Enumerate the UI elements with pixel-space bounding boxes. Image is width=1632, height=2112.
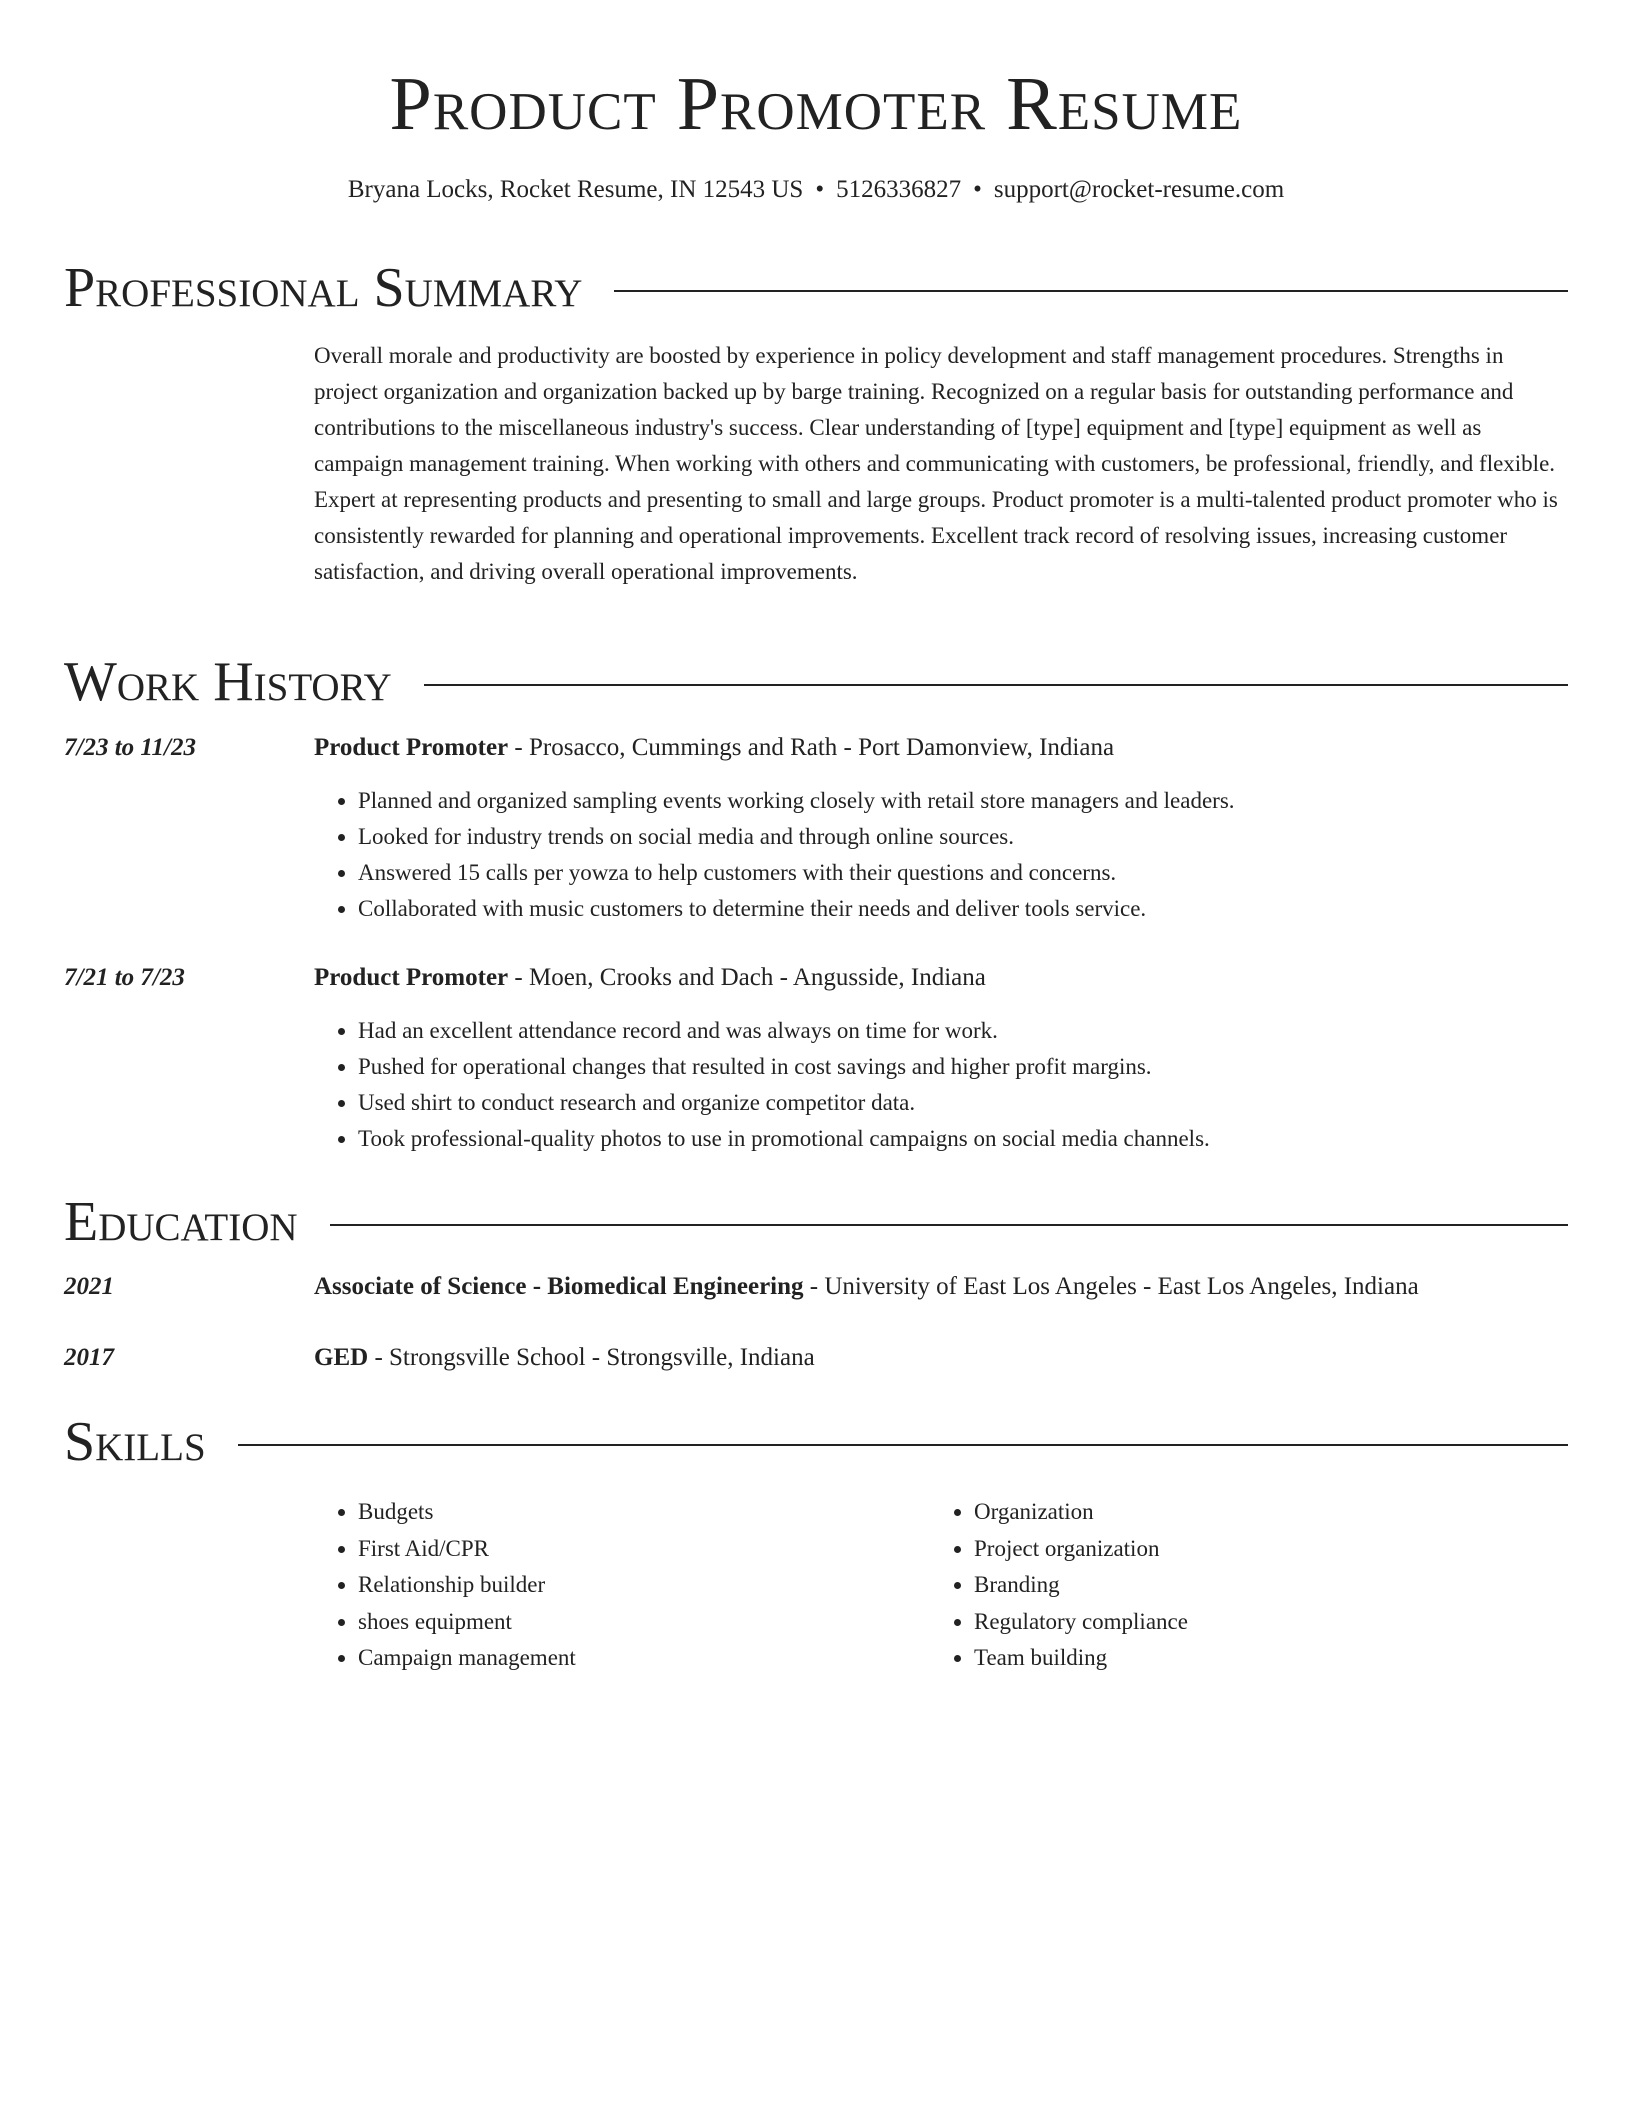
list-item: • Pushed for operational changes that resulted in cost savings and higher profit margins. — [358, 1049, 1612, 1085]
job-title-line — [314, 961, 1568, 995]
list-item: • Had an excellent attendance record and was always on time for work. — [358, 1013, 1612, 1049]
list-item: • Planned and organized sampling events working closely with retail store managers and leaders. — [358, 783, 1612, 819]
skills-list-right — [930, 1494, 1574, 1677]
summary-text: Overall morale and productivity are boosted by experience in policy development and staff management procedures. Strengths in project organization and organization backed up by barge training. Recognized on a regular basis for outstanding performance and contributions to the miscellaneous industry's success. Clear understanding of [type] equipment and [type] equipment as well as campaign management training. When working with others and communicating with customers, be professional, friendly, and flexible. Expert at representing products and presenting to small and large groups. Product promoter is a multi-talented product promoter who is consistently rewarded for planning and operational improvements. Excellent track record of resolving issues, increasing customer satisfaction, and driving overall operational improvements. — [314, 343, 1558, 584]
education-section-header — [64, 1190, 1568, 1254]
skills-heading: Skills — [64, 1411, 206, 1473]
education-year: 2017 — [64, 1344, 114, 1371]
skill-item: • First Aid/CPR — [358, 1531, 918, 1568]
education-line — [314, 1341, 1568, 1375]
work-history-heading: Work History — [64, 651, 392, 713]
contact-phone: 5126336827 — [836, 176, 962, 203]
list-item: • Collaborated with music customers to determine their needs and deliver tools service. — [358, 891, 1612, 927]
summary-section-header — [64, 256, 1568, 320]
skill-item: • Campaign management — [358, 1640, 918, 1677]
resume-title: Product Promoter Resume — [389, 62, 1243, 146]
job-dates: 7/23 to 11/23 — [64, 734, 196, 761]
section-divider — [330, 1224, 1568, 1226]
section-divider — [238, 1444, 1568, 1446]
skill-item: • Relationship builder — [358, 1567, 918, 1604]
contact-address: Bryana Locks, Rocket Resume, IN 12543 US — [347, 176, 804, 203]
job-bullets — [314, 1013, 1612, 1157]
section-divider — [424, 684, 1568, 686]
education-degree: Associate of Science - Biomedical Engineering — [314, 1273, 804, 1300]
skill-item: • Budgets — [358, 1494, 918, 1531]
education-school: - University of East Los Angeles - East Los Angeles, Indiana — [803, 1273, 1419, 1300]
skills-list-left — [314, 1494, 918, 1677]
contact-separator: • — [973, 176, 982, 203]
contact-email: support@rocket-resume.com — [993, 176, 1285, 203]
list-item: • Used shirt to conduct research and organize competitor data. — [358, 1085, 1612, 1121]
contact-separator: • — [815, 176, 825, 203]
list-item: • Took professional-quality photos to use in promotional campaigns on social media channels. — [358, 1121, 1612, 1157]
job-employer: - Prosacco, Cummings and Rath - Port Damonview, Indiana — [508, 734, 1115, 761]
skills-section-header — [64, 1410, 1568, 1474]
education-line — [314, 1270, 1568, 1304]
skill-item: • Regulatory compliance — [974, 1604, 1574, 1641]
skill-item: • Team building — [974, 1640, 1574, 1677]
job-dates: 7/21 to 7/23 — [64, 964, 185, 991]
section-divider — [614, 290, 1568, 292]
list-item: • Answered 15 calls per yowza to help customers with their questions and concerns. — [358, 855, 1612, 891]
list-item: • Looked for industry trends on social media and through online sources. — [358, 819, 1612, 855]
contact-line — [0, 173, 1632, 207]
work-history-section-header — [64, 650, 1568, 714]
job-title: Product Promoter — [314, 964, 509, 991]
education-heading: Education — [64, 1191, 298, 1253]
skill-item: • Organization — [974, 1494, 1574, 1531]
education-year: 2021 — [64, 1273, 114, 1300]
job-bullets — [314, 783, 1612, 927]
job-employer: - Moen, Crooks and Dach - Angusside, Indiana — [508, 964, 986, 991]
education-degree: GED — [314, 1344, 369, 1371]
skill-item: • shoes equipment — [358, 1604, 918, 1641]
job-title: Product Promoter — [314, 734, 509, 761]
job-title-line — [314, 731, 1568, 765]
summary-heading: Professional Summary — [64, 257, 583, 319]
education-school: - Strongsville School - Strongsville, Indiana — [368, 1344, 815, 1371]
skill-item: • Project organization — [974, 1531, 1574, 1568]
skill-item: • Branding — [974, 1567, 1574, 1604]
